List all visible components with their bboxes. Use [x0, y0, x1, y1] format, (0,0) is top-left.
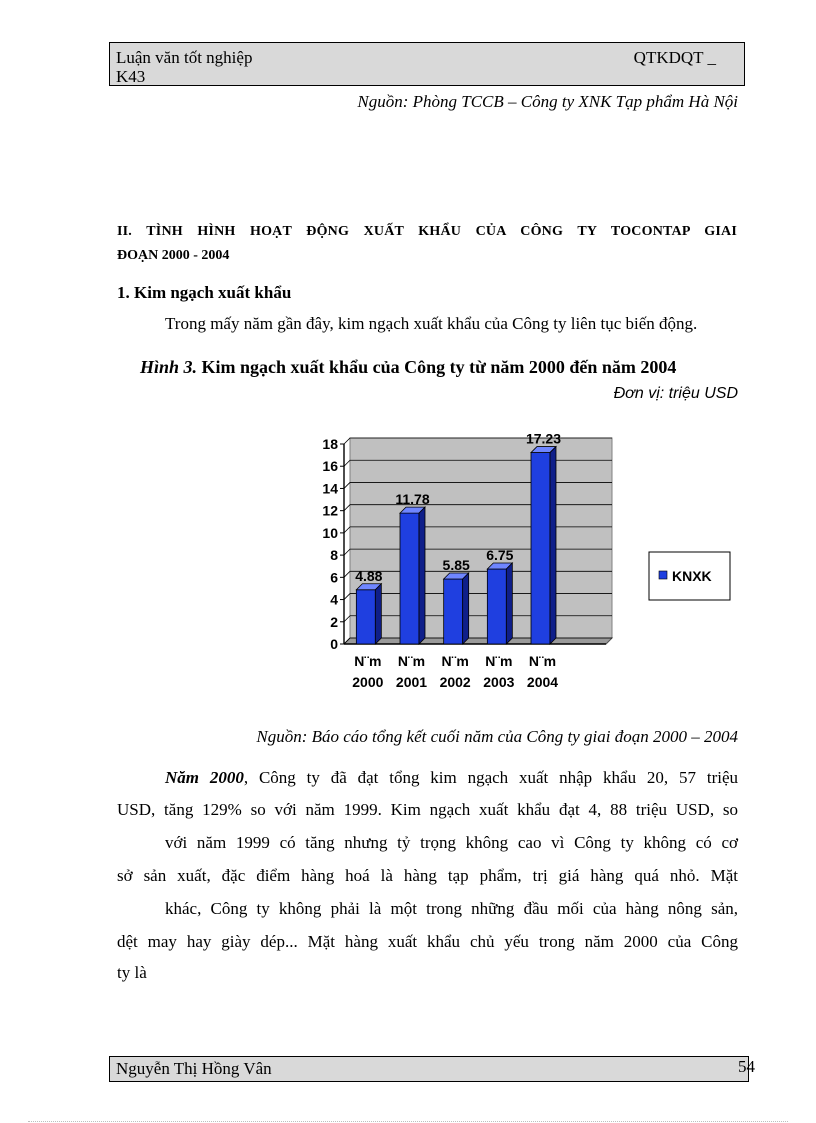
- intro-paragraph: Trong mấy năm gần đây, kim ngạch xuất khẩu của Công ty liên tục biến động.: [165, 314, 698, 333]
- x-tick-label: 2003: [483, 674, 515, 690]
- y-tick-label: 14: [322, 480, 338, 497]
- y-tick-label: 4: [330, 591, 338, 608]
- data-label: 4.88: [355, 567, 383, 584]
- paragraph-text: , Công ty đã đạt tổng kim ngạch xuất nhập khẩu 20, 57 triệu: [243, 768, 739, 787]
- chart-floor: [344, 638, 612, 644]
- bar: [444, 579, 463, 644]
- page-number: 54: [738, 1057, 755, 1076]
- x-tick-label: N¨m: [528, 653, 557, 669]
- y-tick-label: 16: [322, 458, 338, 475]
- x-tick-label: 2000: [352, 674, 384, 690]
- paragraph-lead: Năm 2000: [165, 768, 244, 787]
- y-tick-label: 10: [322, 524, 338, 541]
- chart-source-note: Nguồn: Báo cáo tổng kết cuối năm của Công ty giai đoạn 2000 – 2004: [256, 727, 738, 746]
- y-tick-label: 2: [330, 613, 338, 630]
- x-tick-label: 2004: [526, 674, 559, 690]
- paragraph-line: ty là: [117, 963, 147, 982]
- paragraph-line: với năm 1999 có tăng nhưng tỷ trọng không cao vì Công ty không có cơ: [165, 833, 738, 852]
- page-bottom-rule: [28, 1121, 788, 1122]
- bar: [356, 590, 375, 644]
- section-heading-cont: ĐOẠN 2000 - 2004: [117, 248, 230, 263]
- subsection-heading: 1. Kim ngạch xuất khẩu: [117, 283, 292, 302]
- export-turnover-chart: [300, 430, 740, 700]
- bar-side: [463, 573, 469, 644]
- header-program-code-cont: K43: [116, 67, 146, 86]
- plot-area: [344, 438, 612, 644]
- paragraph-line: khác, Công ty không phải là một trong những đầu mối của hàng nông sản,: [165, 899, 738, 918]
- data-label: 5.85: [442, 557, 470, 573]
- footer-author: Nguyễn Thị Hồng Vân: [116, 1059, 272, 1078]
- page-header: [109, 42, 745, 86]
- figure-caption: [140, 357, 676, 378]
- figure-unit: Đơn vị: triệu USD: [613, 385, 738, 402]
- x-tick-label: N¨m: [441, 653, 469, 669]
- legend-label: KNXK: [672, 568, 712, 584]
- bar: [487, 569, 506, 644]
- header-thesis-title: Luận văn tốt nghiệp: [116, 48, 253, 67]
- y-tick-label: 0: [330, 636, 338, 652]
- section-heading: II. TÌNH HÌNH HOẠT ĐỘNG XUẤT KHẨU CỦA CÔNG TY TOCONTAP GIAI: [117, 224, 737, 239]
- data-label: 17.23: [525, 430, 562, 447]
- y-tick-label: 8: [330, 547, 338, 564]
- figure-label: Hình 3.: [140, 357, 198, 377]
- header-program-code: QTKDQT _: [633, 48, 716, 67]
- legend-swatch: [659, 571, 667, 579]
- paragraph-line: [165, 768, 738, 788]
- y-tick-label: 12: [322, 502, 338, 519]
- page-footer: [109, 1056, 749, 1082]
- x-tick-label: N¨m: [397, 653, 426, 669]
- x-tick-label: N¨m: [485, 653, 513, 669]
- paragraph-line: USD, tăng 129% so với năm 1999. Kim ngạch xuất khẩu đạt 4, 88 triệu USD, so: [117, 800, 738, 819]
- data-label: 6.75: [486, 547, 514, 563]
- y-tick-label: 18: [322, 436, 338, 452]
- bar-side: [375, 584, 381, 644]
- data-label: 11.78: [395, 491, 430, 508]
- bar-side: [506, 563, 512, 644]
- y-tick-label: 6: [330, 569, 338, 586]
- paragraph-line: dệt may hay giày dép... Mặt hàng xuất khẩu chủ yếu trong năm 2000 của Công: [117, 932, 738, 951]
- x-tick-label: 2002: [439, 674, 471, 690]
- bar-side: [550, 447, 556, 644]
- x-tick-label: N¨m: [354, 653, 382, 669]
- bar: [531, 453, 550, 644]
- table-source-note: Nguồn: Phòng TCCB – Công ty XNK Tạp phẩm Hà Nội: [357, 92, 738, 111]
- x-tick-label: 2001: [395, 674, 428, 690]
- bar-side: [419, 507, 425, 644]
- bar: [400, 513, 419, 644]
- paragraph-line: sở sản xuất, đặc điểm hàng hoá là hàng tạp phẩm, trị giá hàng quá nhỏ. Mặt: [117, 866, 738, 885]
- figure-caption-text: Kim ngạch xuất khẩu của Công ty từ năm 2000 đến năm 2004: [197, 357, 677, 377]
